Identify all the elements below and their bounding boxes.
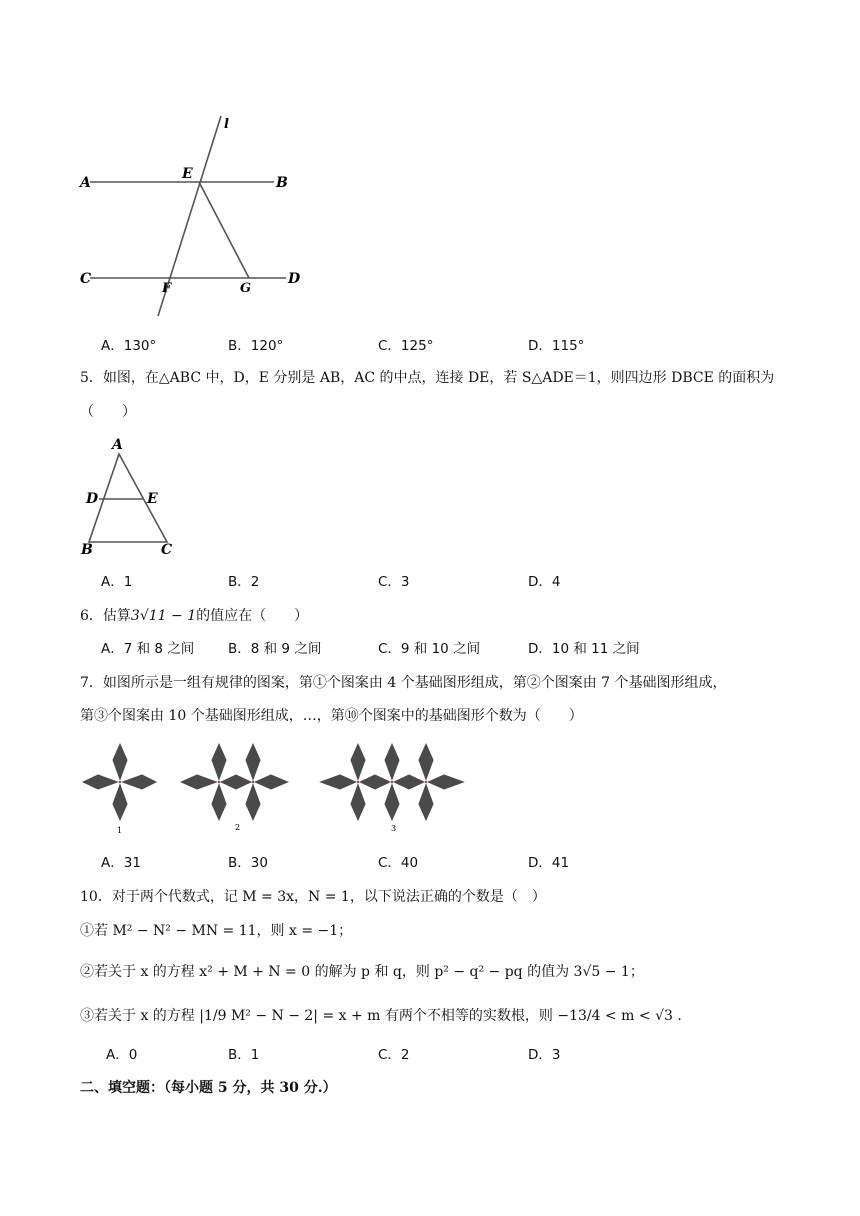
label-G: G: [240, 281, 252, 296]
q5-option-c: C．3: [378, 574, 410, 590]
section-heading: 二、填空题：（每小题 5 分，共 30 分.）: [80, 1080, 337, 1096]
q5-text: 5．如图，在△ABC 中，D，E 分别是 AB，AC 的中点，连接 DE，若 S△ADE＝1，则四边形 DBCE 的面积为: [80, 370, 775, 386]
q7-line1: 7．如图所示是一组有规律的图案，第①个图案由 4 个基础图形组成，第②个图案由 7 个基础图形组成，: [80, 675, 727, 691]
q10-item3: ③若关于 x 的方程 |1/9 M² − N − 2| = x + m 有两个不相等的实数根，则 −13/4 < m < √3 .: [80, 1008, 682, 1024]
pattern-label-3: 3: [391, 824, 397, 833]
q10-option-d: D．3: [528, 1047, 561, 1063]
triangle-figure: [78, 432, 198, 562]
q6-expression: 3√11 − 1: [130, 608, 197, 624]
q6-text-before: 6．估算: [80, 608, 131, 624]
q6-option-d: D．10 和 11 之间: [528, 641, 640, 657]
pattern-label-2: 2: [235, 823, 241, 832]
q4-option-d: D．115°: [528, 338, 585, 354]
label-C: C: [80, 271, 92, 287]
q7-option-d: D．41: [528, 855, 570, 871]
q10-item2: ②若关于 x 的方程 x² + M + N = 0 的解为 p 和 q，则 p² − q² − pq 的值为 3√5 − 1；: [80, 964, 644, 980]
label-A: A: [80, 175, 91, 191]
label-C: C: [161, 542, 173, 558]
q6-option-c: C．9 和 10 之间: [378, 641, 481, 657]
q10-item1: ①若 M² − N² − MN = 11，则 x = −1；: [80, 923, 353, 939]
q7-line2: 第③个图案由 10 个基础图形组成，…，第⑩个图案中的基础图形个数为（ ）: [80, 708, 583, 724]
q10-stem: 10．对于两个代数式，记 M = 3x，N = 1，以下说法正确的个数是（ ）: [80, 889, 546, 905]
q4-option-c: C．125°: [378, 338, 434, 354]
q7-option-a: A．31: [101, 855, 141, 871]
label-B: B: [81, 542, 93, 558]
pattern-label-1: 1: [117, 826, 123, 835]
q5-option-d: D．4: [528, 574, 561, 590]
q5-option-a: A．1: [101, 574, 133, 590]
q5-option-b: B．2: [228, 574, 260, 590]
pattern-figure: [78, 738, 478, 838]
parallel-lines-figure: [78, 110, 318, 320]
label-D: D: [288, 271, 301, 287]
q4-option-b: B．120°: [228, 338, 284, 354]
label-D: D: [86, 491, 99, 507]
q5-blank: （ ）: [80, 404, 136, 420]
q6-text-after: 的值应在（ ）: [196, 608, 309, 624]
label-B: B: [276, 175, 288, 191]
label-E: E: [182, 166, 193, 182]
q10-option-c: C．2: [378, 1047, 410, 1063]
q6-option-a: A．7 和 8 之间: [101, 641, 195, 657]
q6-option-b: B．8 和 9 之间: [228, 641, 322, 657]
q10-option-b: B．1: [228, 1047, 260, 1063]
q7-option-c: C．40: [378, 855, 419, 871]
q7-option-b: B．30: [228, 855, 268, 871]
label-E: E: [147, 491, 158, 507]
label-A: A: [112, 437, 123, 453]
q10-option-a: A．0: [106, 1047, 138, 1063]
q4-option-a: A．130°: [101, 338, 157, 354]
label-l: l: [224, 117, 229, 132]
label-F: F: [162, 281, 172, 296]
q6-line: [80, 606, 308, 626]
